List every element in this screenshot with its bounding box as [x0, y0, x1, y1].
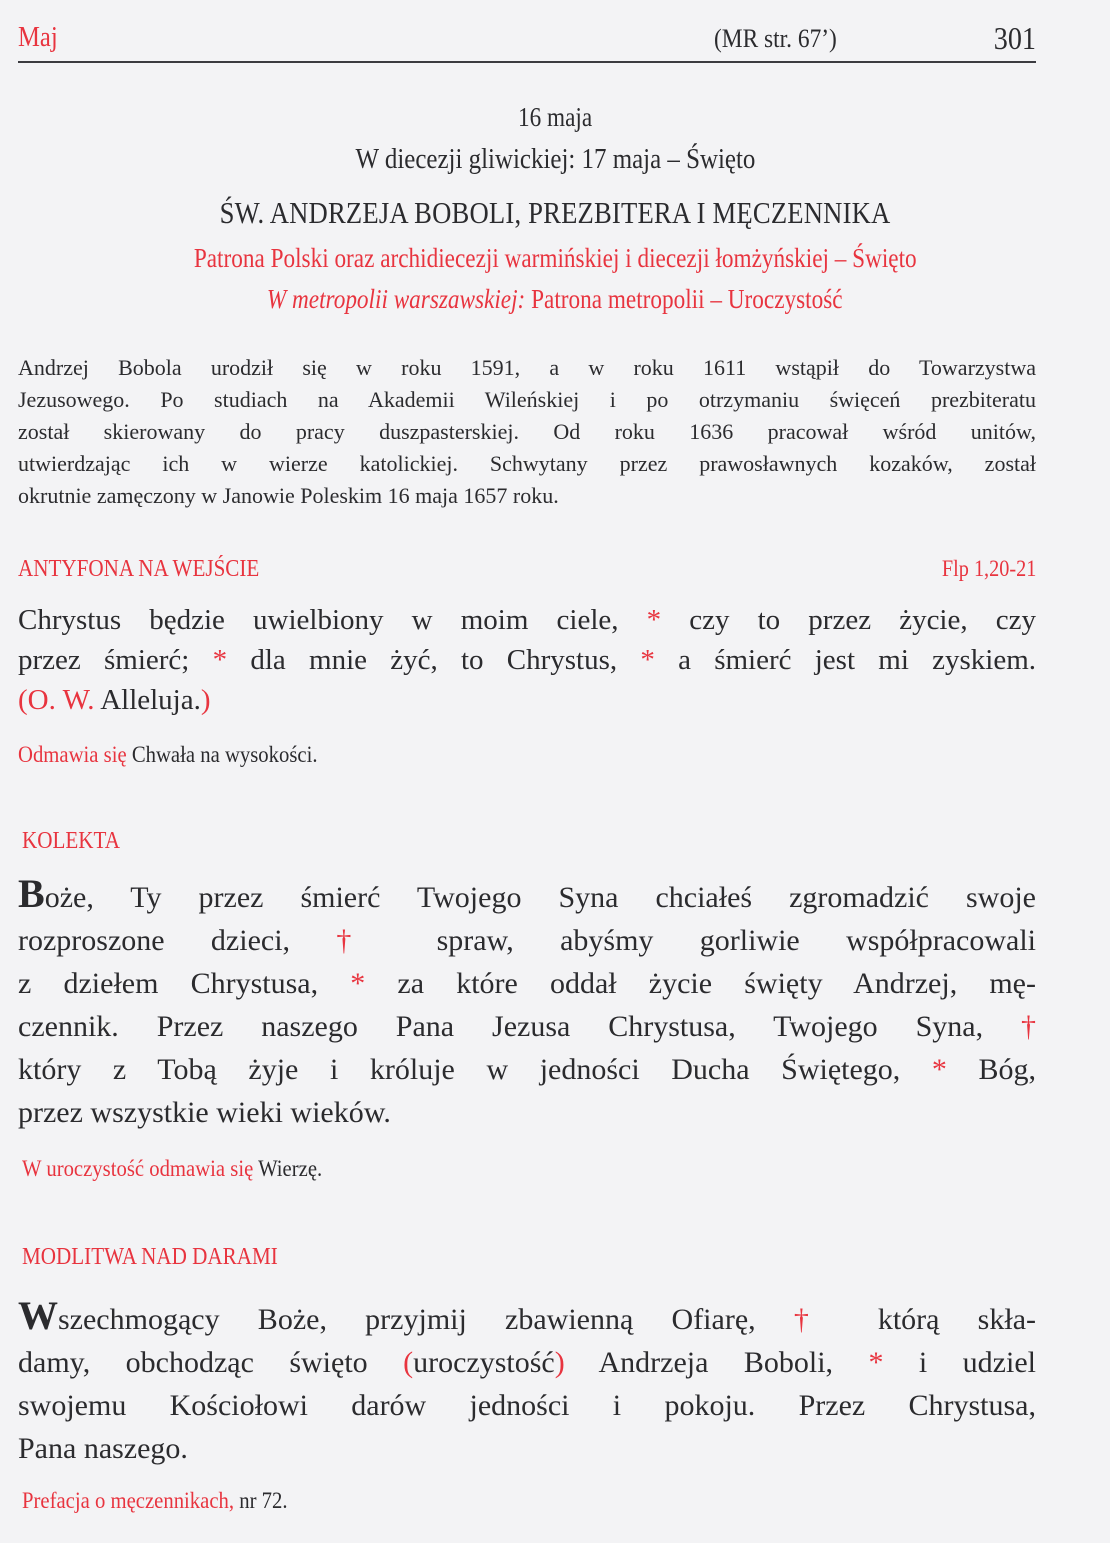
text-run: rozproszone dzieci,	[18, 924, 337, 957]
text-run	[18, 640, 1036, 680]
dagger-mark: †	[336, 924, 391, 957]
patron-line	[0, 243, 1110, 274]
bio-line: utwierdzając ich w wierze katolickiej. Schwytany przez prawosławnych kozaków, został	[18, 451, 1036, 476]
scripture-reference: Flp 1,20-21	[941, 556, 1036, 581]
asterisk-mark: *	[646, 604, 662, 636]
text-run: którą skła-	[839, 1303, 1036, 1336]
asterisk-mark: *	[868, 1346, 884, 1379]
text-run	[18, 872, 1036, 919]
bio-line: Jezusowego. Po studiach na Akademii Wileńskiej i po otrzymaniu święceń prezbiteratu	[18, 387, 1036, 412]
bio-line: Andrzej Bobola urodził się w roku 1591, a w roku 1611 wstąpił do Towarzystwa	[18, 355, 1036, 380]
text-run	[18, 962, 1036, 1005]
asterisk-mark: *	[931, 1053, 947, 1086]
text-run	[18, 1341, 1036, 1384]
gliwice-note	[0, 143, 1110, 176]
dagger-mark: †	[793, 1303, 840, 1336]
feast-date	[0, 102, 1110, 133]
bio-line: okrutnie zamęczony w Janowie Poleskim 16 maja 1657 roku.	[18, 483, 559, 508]
metropolis-line	[0, 284, 1110, 315]
preface-note	[22, 1488, 288, 1514]
text-run: Odmawia się	[18, 742, 127, 767]
text-run: uroczystość	[413, 1346, 555, 1379]
text-run: Andrzeja Boboli,	[564, 1346, 869, 1379]
page-number: 301	[993, 20, 1036, 56]
text-run	[18, 1294, 1036, 1341]
text-run: ŚW. ANDRZEJA BOBOLI, PREZBITERA I MĘCZENNIKA	[219, 195, 891, 230]
text-run: który z Tobą żyje i króluje w jedności Ducha Świętego,	[18, 1053, 932, 1086]
text-run: dla mnie żyć, to Chrystus,	[227, 644, 641, 676]
bio-line: został skierowany do pracy duszpasterskiej. Od roku 1636 pracował wśród unitów,	[18, 419, 1036, 444]
entrance-antiphon-text	[18, 600, 1036, 720]
feast-title	[0, 195, 1110, 231]
text-run	[18, 1005, 1036, 1048]
collect-label: KOLEKTA	[22, 828, 121, 854]
drop-cap: B	[18, 871, 45, 916]
text-run	[18, 1048, 1036, 1091]
text-run: (	[403, 1346, 414, 1379]
text-run	[18, 600, 1036, 640]
drop-cap: W	[18, 1293, 58, 1338]
text-run: czy to przez życie, czy	[661, 604, 1036, 636]
text-run: Wierzę.	[253, 1156, 323, 1181]
text-run: W diecezji gliwickiej: 17 maja – Święto	[355, 143, 755, 175]
text-run: 16 maja	[517, 102, 593, 132]
text-run: )	[200, 684, 211, 716]
text-run	[18, 919, 1036, 962]
running-header	[18, 20, 1036, 60]
easter-season-marker: (O. W.	[18, 684, 95, 716]
header-month: Maj	[18, 22, 58, 53]
text-run: z dziełem Chrystusa,	[18, 967, 351, 1000]
offertory-text	[18, 1294, 1036, 1470]
text-run: Patrona Polski oraz archidiecezji warmińskiej i diecezji łomżyńskiej – Święto	[193, 243, 917, 273]
text-run: Prefacja o męczennikach,	[22, 1488, 235, 1513]
header-rule	[18, 61, 1036, 63]
dagger-mark: †	[1021, 1010, 1036, 1043]
text-run: oże, Ty przez śmierć Twojego Syna chciałeś zgromadzić swoje	[44, 881, 1036, 914]
text-run: swojemu Kościołowi darów jedności i pokoju. Przez Chrystusa,	[18, 1389, 1036, 1422]
text-run: nr 72.	[234, 1488, 288, 1513]
text-run	[18, 680, 1036, 720]
text-run: damy, obchodząc święto	[18, 1346, 404, 1379]
text-run: czennik. Przez naszego Pana Jezusa Chrystusa, Twojego Syna,	[18, 1010, 1021, 1043]
text-run: Chrystus będzie uwielbiony w moim ciele,	[18, 604, 647, 636]
metropolis-rest: Patrona metropolii – Uroczystość	[525, 284, 843, 314]
text-run	[267, 284, 843, 315]
creed-note	[22, 1156, 322, 1182]
text-run: a śmierć jest mi zyskiem.	[654, 644, 1037, 676]
text-run: za które oddał życie święty Andrzej, mę-	[365, 967, 1036, 1000]
biography	[18, 352, 1036, 512]
collect-text	[18, 872, 1036, 1134]
text-run: spraw, abyśmy gorliwie współpracowali	[390, 924, 1037, 957]
gloria-note	[18, 742, 318, 768]
text-run: )	[554, 1346, 565, 1379]
offertory-label: MODLITWA NAD DARAMI	[22, 1244, 278, 1270]
text-run: przez śmierć;	[18, 644, 213, 676]
header-reference: (MR str. 67’)	[714, 24, 837, 53]
text-run: Bóg,	[946, 1053, 1036, 1086]
entrance-antiphon-label: ANTYFONA NA WEJŚCIE	[18, 556, 260, 582]
asterisk-mark: *	[640, 644, 655, 676]
text-run: Alleluja.	[94, 684, 201, 716]
text-run: szechmogący Boże, przyjmij zbawienną Ofiarę,	[58, 1303, 794, 1336]
asterisk-mark: *	[212, 644, 228, 676]
text-run: Pana naszego.	[18, 1432, 188, 1465]
asterisk-mark: *	[350, 967, 366, 1000]
metropolis-italic: W metropolii warszawskiej:	[267, 284, 526, 314]
text-run: W uroczystość odmawia się	[22, 1156, 254, 1181]
text-run: przez wszystkie wieki wieków.	[18, 1096, 391, 1129]
text-run: Chwała na wysokości.	[126, 742, 318, 767]
text-run: i udziel	[883, 1346, 1036, 1379]
